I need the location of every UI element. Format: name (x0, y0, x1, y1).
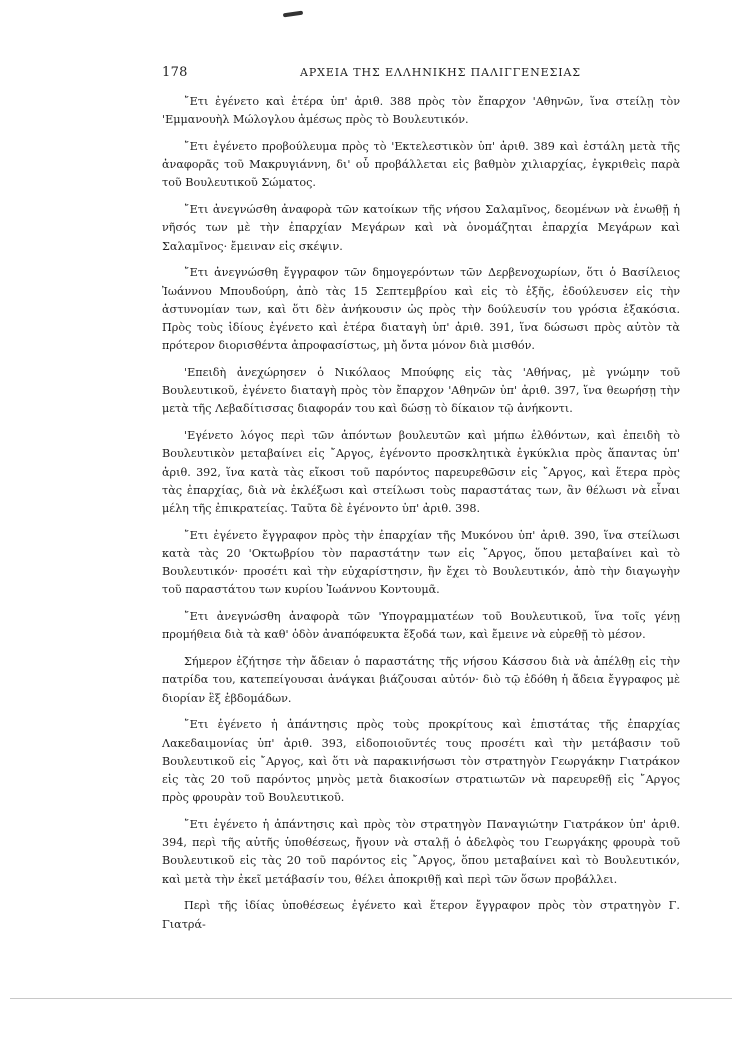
paragraph: ῎Ετι ἐγένετο καὶ ἑτέρα ὑπ' ἀριθ. 388 πρὸς τὸν ἔπαρχον 'Αθηνῶν, ἵνα στείλῃ τὸν 'Εμμανουὴλ Μώλογλου ἀμέσως πρὸς τὸ Βουλευτικόν. (162, 95, 680, 127)
page-header (162, 65, 682, 85)
paragraph: ῎Ετι ἐγένετο ἡ ἀπάντησις πρὸς τοὺς προκρίτους καὶ ἐπιστάτας τῆς ἐπαρχίας Λακεδαιμονίας ὑπ' ἀριθ. 393, εἰδοποιοῦντές τους προσέτι καὶ τὴν μετάβασιν τοῦ Βουλευτικοῦ εἰς ῎Αργος, καὶ ὅτι νὰ παρακινήσωσι τὸν στρατηγὸν Γεωργάκην Γιατράκον εἰς τὰς 20 τοῦ παρόντος μηνὸς μετὰ διακοσίων στρατιωτῶν νὰ παρευρεθῇ εἰς ῎Αργος πρὸς φρουρὰν τοῦ Βουλευτικοῦ. (162, 718, 680, 805)
paragraph: Περὶ τῆς ἰδίας ὑποθέσεως ἐγένετο καὶ ἕτερον ἔγγραφον πρὸς τὸν στρατηγὸν Γ. Γιατρά- (162, 899, 680, 931)
paragraph: ῎Ετι ἀνεγνώσθη ἀναφορὰ τῶν 'Υπογραμματέων τοῦ Βουλευτικοῦ, ἵνα τοῖς γένῃ προμήθεια διὰ τὰ καθ' ὁδὸν ἀναπόφευκτα ἔξοδά των, καὶ ἔμεινε νὰ εὑρεθῇ τὸ μέσον. (162, 610, 680, 642)
page-bottom-rule (10, 998, 732, 999)
paragraph: ῎Ετι ἐγένετο ἔγγραφον πρὸς τὴν ἐπαρχίαν τῆς Μυκόνου ὑπ' ἀριθ. 390, ἵνα στείλωσι κατὰ τὰς 20 'Οκτωβρίου τὸν παραστάτην των εἰς ῎Αργος, ὅπου μεταβαίνει καὶ τὸ Βουλευτικόν· προσέτι καὶ τὴν εὐχαρίστησιν, ἣν ἔχει τὸ Βουλευτικόν, ἀπὸ τὴν διαγωγὴν τοῦ παραστάτου των κυρίου Ἰωάννου Κοντουμᾶ. (162, 528, 680, 597)
paragraph: 'Εγένετο λόγος περὶ τῶν ἀπόντων βουλευτῶν καὶ μήπω ἐλθόντων, καὶ ἐπειδὴ τὸ Βουλευτικὸν μεταβαίνει εἰς ῎Αργος, ἐγένοντο προσκλητικὰ ἐγκύκλια πρὸς ἅπαντας ὑπ' ἀριθ. 392, ἵνα κατὰ τὰς εἴκοσι τοῦ παρόντος παρευρεθῶσιν εἰς ῎Αργος, καὶ ἕτερα πρὸς τὰς ἐπαρχίας, διὰ νὰ ἐκλέξωσι καὶ στείλωσι τοὺς παραστάτας των, ἂν θέλωσι νὰ εἶναι μέλη τῆς ἐπικρατείας. Ταῦτα δὲ ἐγένοντο ὑπ' ἀριθ. 398. (162, 429, 680, 516)
paragraph: ῎Ετι ἀνεγνώσθη ἔγγραφον τῶν δημογερόντων τῶν Δερβενοχωρίων, ὅτι ὁ Βασίλειος Ἰωάννου Μπουδούρη, ἀπὸ τὰς 15 Σεπτεμβρίου καὶ εἰς τὸ ἑξῆς, ἐδούλευσεν εἰς τὴν ἀστυνομίαν των, καὶ ὅτι δὲν ἀνήκουσιν ὡς πρὸς τὴν δούλευσίν του γρόσια ἑξακόσια. Πρὸς τοὺς ἰδίους ἐγένετο καὶ ἑτέρα διαταγὴ ὑπ' ἀριθ. 391, ἵνα δώσωσι πρὸς αὐτὸν τὰ πρότερον διορισθέντα ἀπροφασίστως, μὴ ὄντα μόνον διὰ μισθόν. (162, 266, 680, 353)
paragraph: ῎Ετι ἀνεγνώσθη ἀναφορὰ τῶν κατοίκων τῆς νήσου Σαλαμῖνος, δεομένων νὰ ἑνωθῇ ἡ νῆσός των μὲ τὴν ἐπαρχίαν Μεγάρων καὶ νὰ ὀνομάζηται ἐπαρχία Μεγάρων καὶ Σαλαμῖνος· ἔμειναν εἰς σκέψιν. (162, 203, 680, 253)
paragraph: Σήμερον ἐζήτησε τὴν ἄδειαν ὁ παραστάτης τῆς νήσου Κάσσου διὰ νὰ ἀπέλθῃ εἰς τὴν πατρίδα του, κατεπείγουσαι ἀνάγκαι βιάζουσαι αὐτόν· διὸ τῷ ἐδόθη ἡ ἄδεια ἔγγραφος μὲ διορίαν ἓξ ἑβδομάδων. (162, 655, 680, 705)
running-head: ΑΡΧΕΙΑ ΤΗΣ ΕΛΛΗΝΙΚΗΣ ΠΑΛΙΓΓΕΝΕΣΙΑΣ (300, 66, 581, 79)
paragraph: ῎Ετι ἐγένετο ἡ ἀπάντησις καὶ πρὸς τὸν στρατηγὸν Παναγιώτην Γιατράκον ὑπ' ἀριθ. 394, περὶ τῆς αὐτῆς ὑποθέσεως, ἤγουν νὰ σταλῇ ὁ ἀδελφὸς του Γεωργάκης φρουρὰ τοῦ Βουλευτικοῦ εἰς τὰς 20 τοῦ παρόντος εἰς ῎Αργος, ὅπου μεταβαίνει καὶ τὸ Βουλευτικόν, καὶ μετὰ τὴν ἐκεῖ μετάβασίν του, θέλει ἀποκριθῇ καὶ περὶ τῶν ὅσων προβάλλει. (162, 818, 680, 886)
page-number: 178 (162, 65, 188, 80)
paragraph: 'Επειδὴ ἀνεχώρησεν ὁ Νικόλαος Μπούφης εἰς τὰς 'Αθήνας, μὲ γνώμην τοῦ Βουλευτικοῦ, ἐγένετο διαταγὴ πρὸς τὸν ἔπαρχον 'Αθηνῶν ὑπ' ἀριθ. 397, ἵνα θεωρήσῃ τὴν μετὰ τῆς Λεβαδίτισσας διαφοράν του καὶ δώσῃ τὸ δίκαιον τῷ ἀνήκοντι. (162, 366, 680, 416)
paragraph: ῎Ετι ἐγένετο προβούλευμα πρὸς τὸ 'Εκτελεστικὸν ὑπ' ἀριθ. 389 καὶ ἐστάλη μετὰ τῆς ἀναφορᾶς τοῦ Μακρυγιάννη, δι' οὗ προβάλλεται εἰς βαθμὸν χιλιαρχίας, ἐγκριθεὶς παρὰ τοῦ Βουλευτικοῦ Σώματος. (162, 140, 680, 190)
body-text (162, 93, 680, 942)
scan-mark (283, 11, 303, 18)
